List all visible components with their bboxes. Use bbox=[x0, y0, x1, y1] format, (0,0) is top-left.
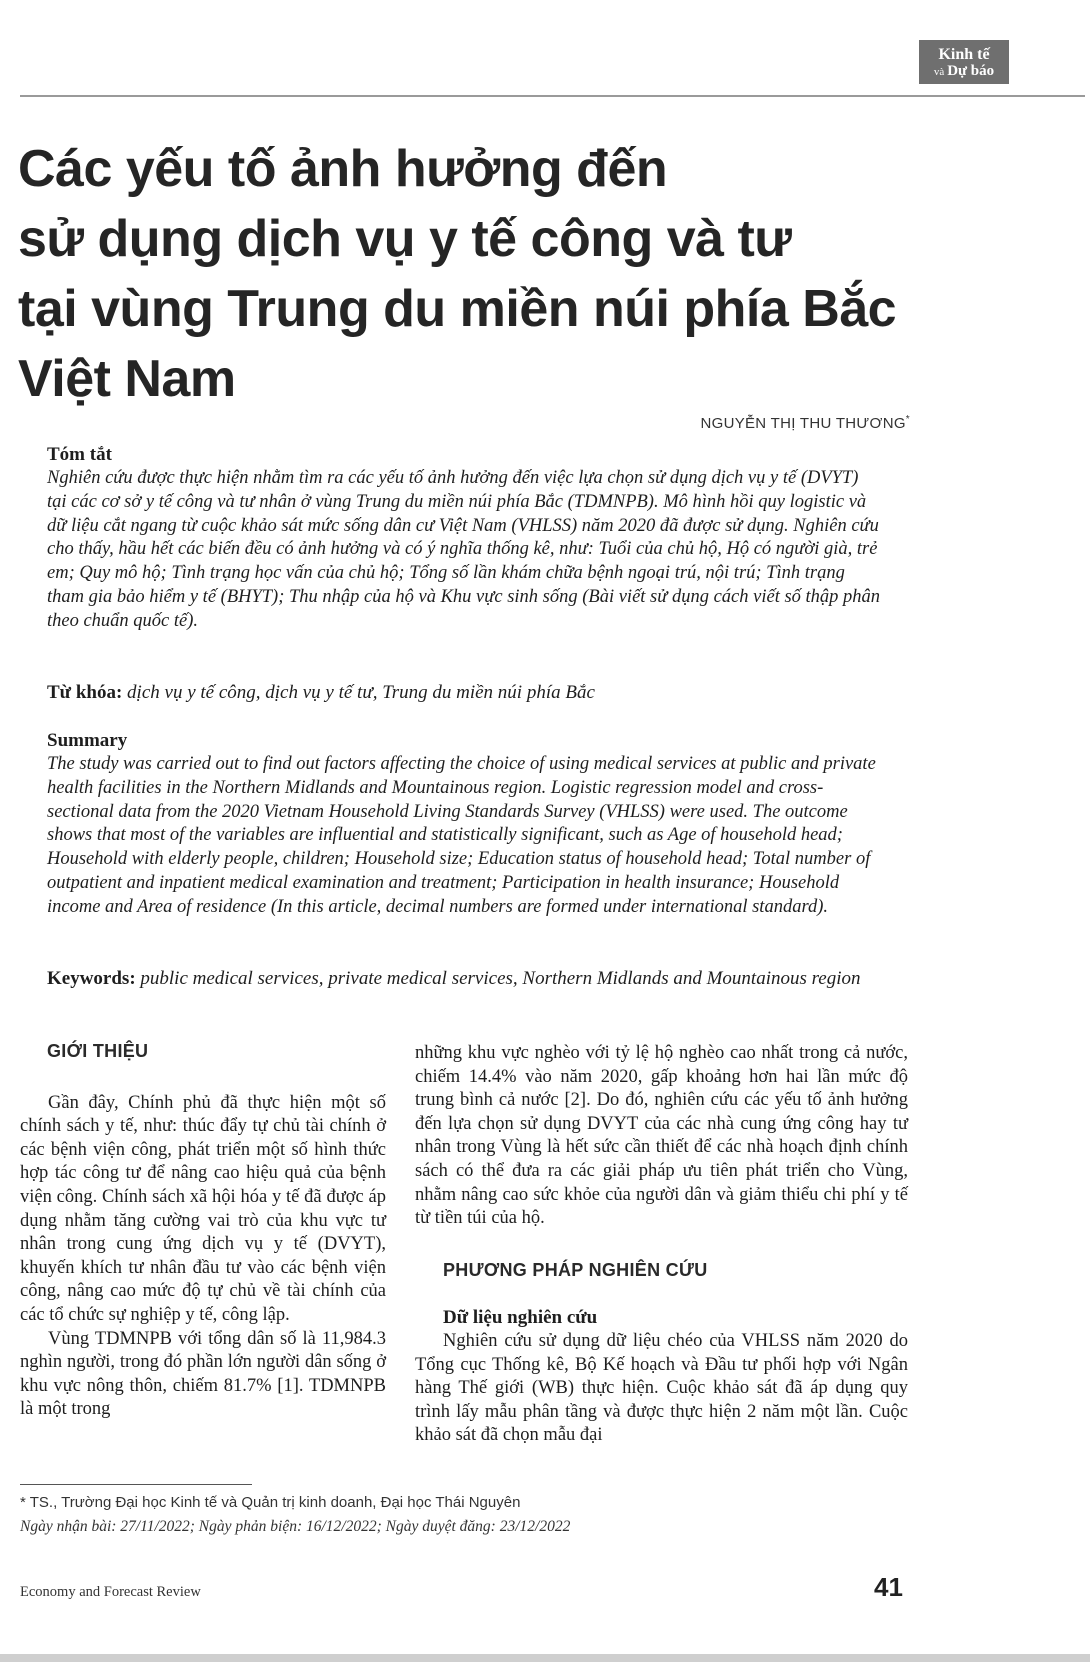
journal-badge bbox=[919, 40, 1009, 84]
keywords-vi-text: dịch vụ y tế công, dịch vụ y tế tư, Trung du miền núi phía Bắc bbox=[127, 682, 595, 703]
badge-line1: Kinh tế bbox=[938, 46, 990, 63]
header-rule bbox=[20, 95, 1085, 97]
intro-paragraph-2-continued: những khu vực nghèo với tỷ lệ hộ nghèo cao nhất trong cả nước, chiếm 14.4% vào năm 2020, gấp khoảng hơn hai lần mức độ trung bình cả nước [2]. Do đó, nghiên cứu các yếu tố ảnh hưởng đến lựa chọn sử dụng DVYT của các nhà cung ứng công hay tư nhân trong Vùng là hết sức cần thiết để các nhà hoạch định chính sách có thể đưa ra các giải pháp ưu tiên phát triển cho Vùng, nhằm nâng cao sức khỏe của người dân và giảm thiểu chi phí y tế từ tiền túi của hộ. bbox=[415, 1043, 908, 1229]
footnote-affiliation: * TS., Trường Đại học Kinh tế và Quản trị kinh doanh, Đại học Thái Nguyên bbox=[20, 1494, 521, 1511]
abstract-vietnamese bbox=[47, 443, 882, 634]
author-text: NGUYỄN THỊ THU THƯƠNG bbox=[700, 415, 906, 432]
abstract-vi-heading: Tóm tắt bbox=[47, 444, 112, 465]
author-name bbox=[700, 414, 910, 432]
data-subheading: Dữ liệu nghiên cứu bbox=[443, 1307, 598, 1329]
title-line-4: Việt Nam bbox=[18, 350, 236, 408]
author-footnote-mark: * bbox=[905, 414, 910, 425]
title-line-3: tại vùng Trung du miền núi phía Bắc bbox=[18, 280, 897, 338]
title-line-1: Các yếu tố ảnh hưởng đến bbox=[18, 140, 668, 198]
intro-heading: GIỚI THIỆU bbox=[47, 1041, 149, 1061]
abstract-en-heading: Summary bbox=[47, 730, 128, 751]
abstract-english bbox=[47, 729, 882, 920]
badge-conjunction: và bbox=[933, 66, 945, 78]
abstract-en-text: The study was carried out to find out factors affecting the choice of using medical services at public and private health facilities in the Northern Midlands and Mountainous region. Logistic regression model and cross-sectional data from the 2020 Vietnam Household Living Standards Survey (VHLSS) were used. The outcome shows that most of the variables are influential and statistically significant, such as Age of household head; Household with elderly people, children; Household size; Education status of household head; Total number of outpatient and inpatient medical examination and treatment; Participation in health insurance; Household income and Area of residence (In this article, decimal numbers are formed under international standard). bbox=[47, 754, 876, 917]
footnote-rule bbox=[20, 1484, 252, 1485]
page-bottom-edge bbox=[0, 1654, 1090, 1662]
keywords-vietnamese bbox=[47, 681, 882, 705]
footnote-dates: Ngày nhận bài: 27/11/2022; Ngày phản biện: 16/12/2022; Ngày duyệt đăng: 23/12/2022 bbox=[20, 1518, 571, 1535]
intro-paragraph-2: Vùng TDMNPB với tổng dân số là 11,984.3 nghìn người, trong đó phần lớn người dân sống ở khu vực nông thôn, chiếm 81.7% [1]. TDMNPB là một trong bbox=[20, 1328, 386, 1420]
article-title bbox=[18, 134, 918, 414]
keywords-en-label: Keywords: bbox=[47, 968, 136, 989]
body-column-left bbox=[20, 1040, 386, 1422]
badge-line2-text: Dự báo bbox=[947, 63, 995, 79]
title-line-2: sử dụng dịch vụ y tế công và tư bbox=[18, 210, 792, 268]
footer-journal-name: Economy and Forecast Review bbox=[20, 1584, 201, 1600]
keywords-en-text: public medical services, private medical services, Northern Midlands and Mountainous region bbox=[140, 968, 861, 989]
keywords-vi-label: Từ khóa: bbox=[47, 682, 123, 703]
abstract-vi-text: Nghiên cứu được thực hiện nhằm tìm ra các yếu tố ảnh hưởng đến việc lựa chọn sử dụng dịch vụ y tế (DVYT) tại các cơ sở y tế công và tư nhân ở vùng Trung du miền núi phía Bắc (TDMNPB). Mô hình hồi quy logistic và dữ liệu cắt ngang từ cuộc khảo sát mức sống dân cư Việt Nam (VHLSS) năm 2020 đã được sử dụng. Nghiên cứu cho thấy, hầu hết các biến đều có ảnh hưởng và có ý nghĩa thống kê, như: Tuổi của chủ hộ, Hộ có người già, trẻ em; Quy mô hộ; Tình trạng học vấn của chủ hộ; Tổng số lần khám chữa bệnh ngoại trú, nội trú; Tình trạng tham gia bảo hiểm y tế (BHYT); Thu nhập của hộ và Khu vực sinh sống (Bài viết sử dụng cách viết số thập phân theo chuẩn quốc tế). bbox=[47, 468, 881, 631]
badge-line2 bbox=[919, 63, 1009, 81]
keywords-english bbox=[47, 967, 882, 991]
data-paragraph-1: Nghiên cứu sử dụng dữ liệu chéo của VHLSS năm 2020 do Tổng cục Thống kê, Bộ Kế hoạch và Đầu tư phối hợp với Ngân hàng Thế giới (WB) thực hiện. Cuộc khảo sát đã áp dụng quy trình lấy mẫu phân tầng và được thực hiện 2 năm một lần. Cuộc khảo sát đã chọn mẫu đại bbox=[415, 1330, 908, 1446]
method-heading: PHƯƠNG PHÁP NGHIÊN CỨU bbox=[443, 1259, 708, 1280]
intro-paragraph-1: Gần đây, Chính phủ đã thực hiện một số chính sách y tế, như: thúc đẩy tự chủ tài chính ở các bệnh viện công, phát triển một số hình thức hợp tác công tư để nâng cao hiệu quả của bệnh viện công. Chính sách xã hội hóa y tế đã được áp dụng nhằm tăng cường vai trò của khu vực tư nhân trong cung ứng dịch vụ y tế (DVYT), khuyến khích tư nhân đầu tư vào các bệnh viện công, nâng cao mức độ tự chủ về tài chính của các tổ chức sự nghiệp y tế, công lập. bbox=[20, 1092, 386, 1325]
body-column-right bbox=[415, 1042, 908, 1448]
page-number: 41 bbox=[874, 1572, 903, 1602]
